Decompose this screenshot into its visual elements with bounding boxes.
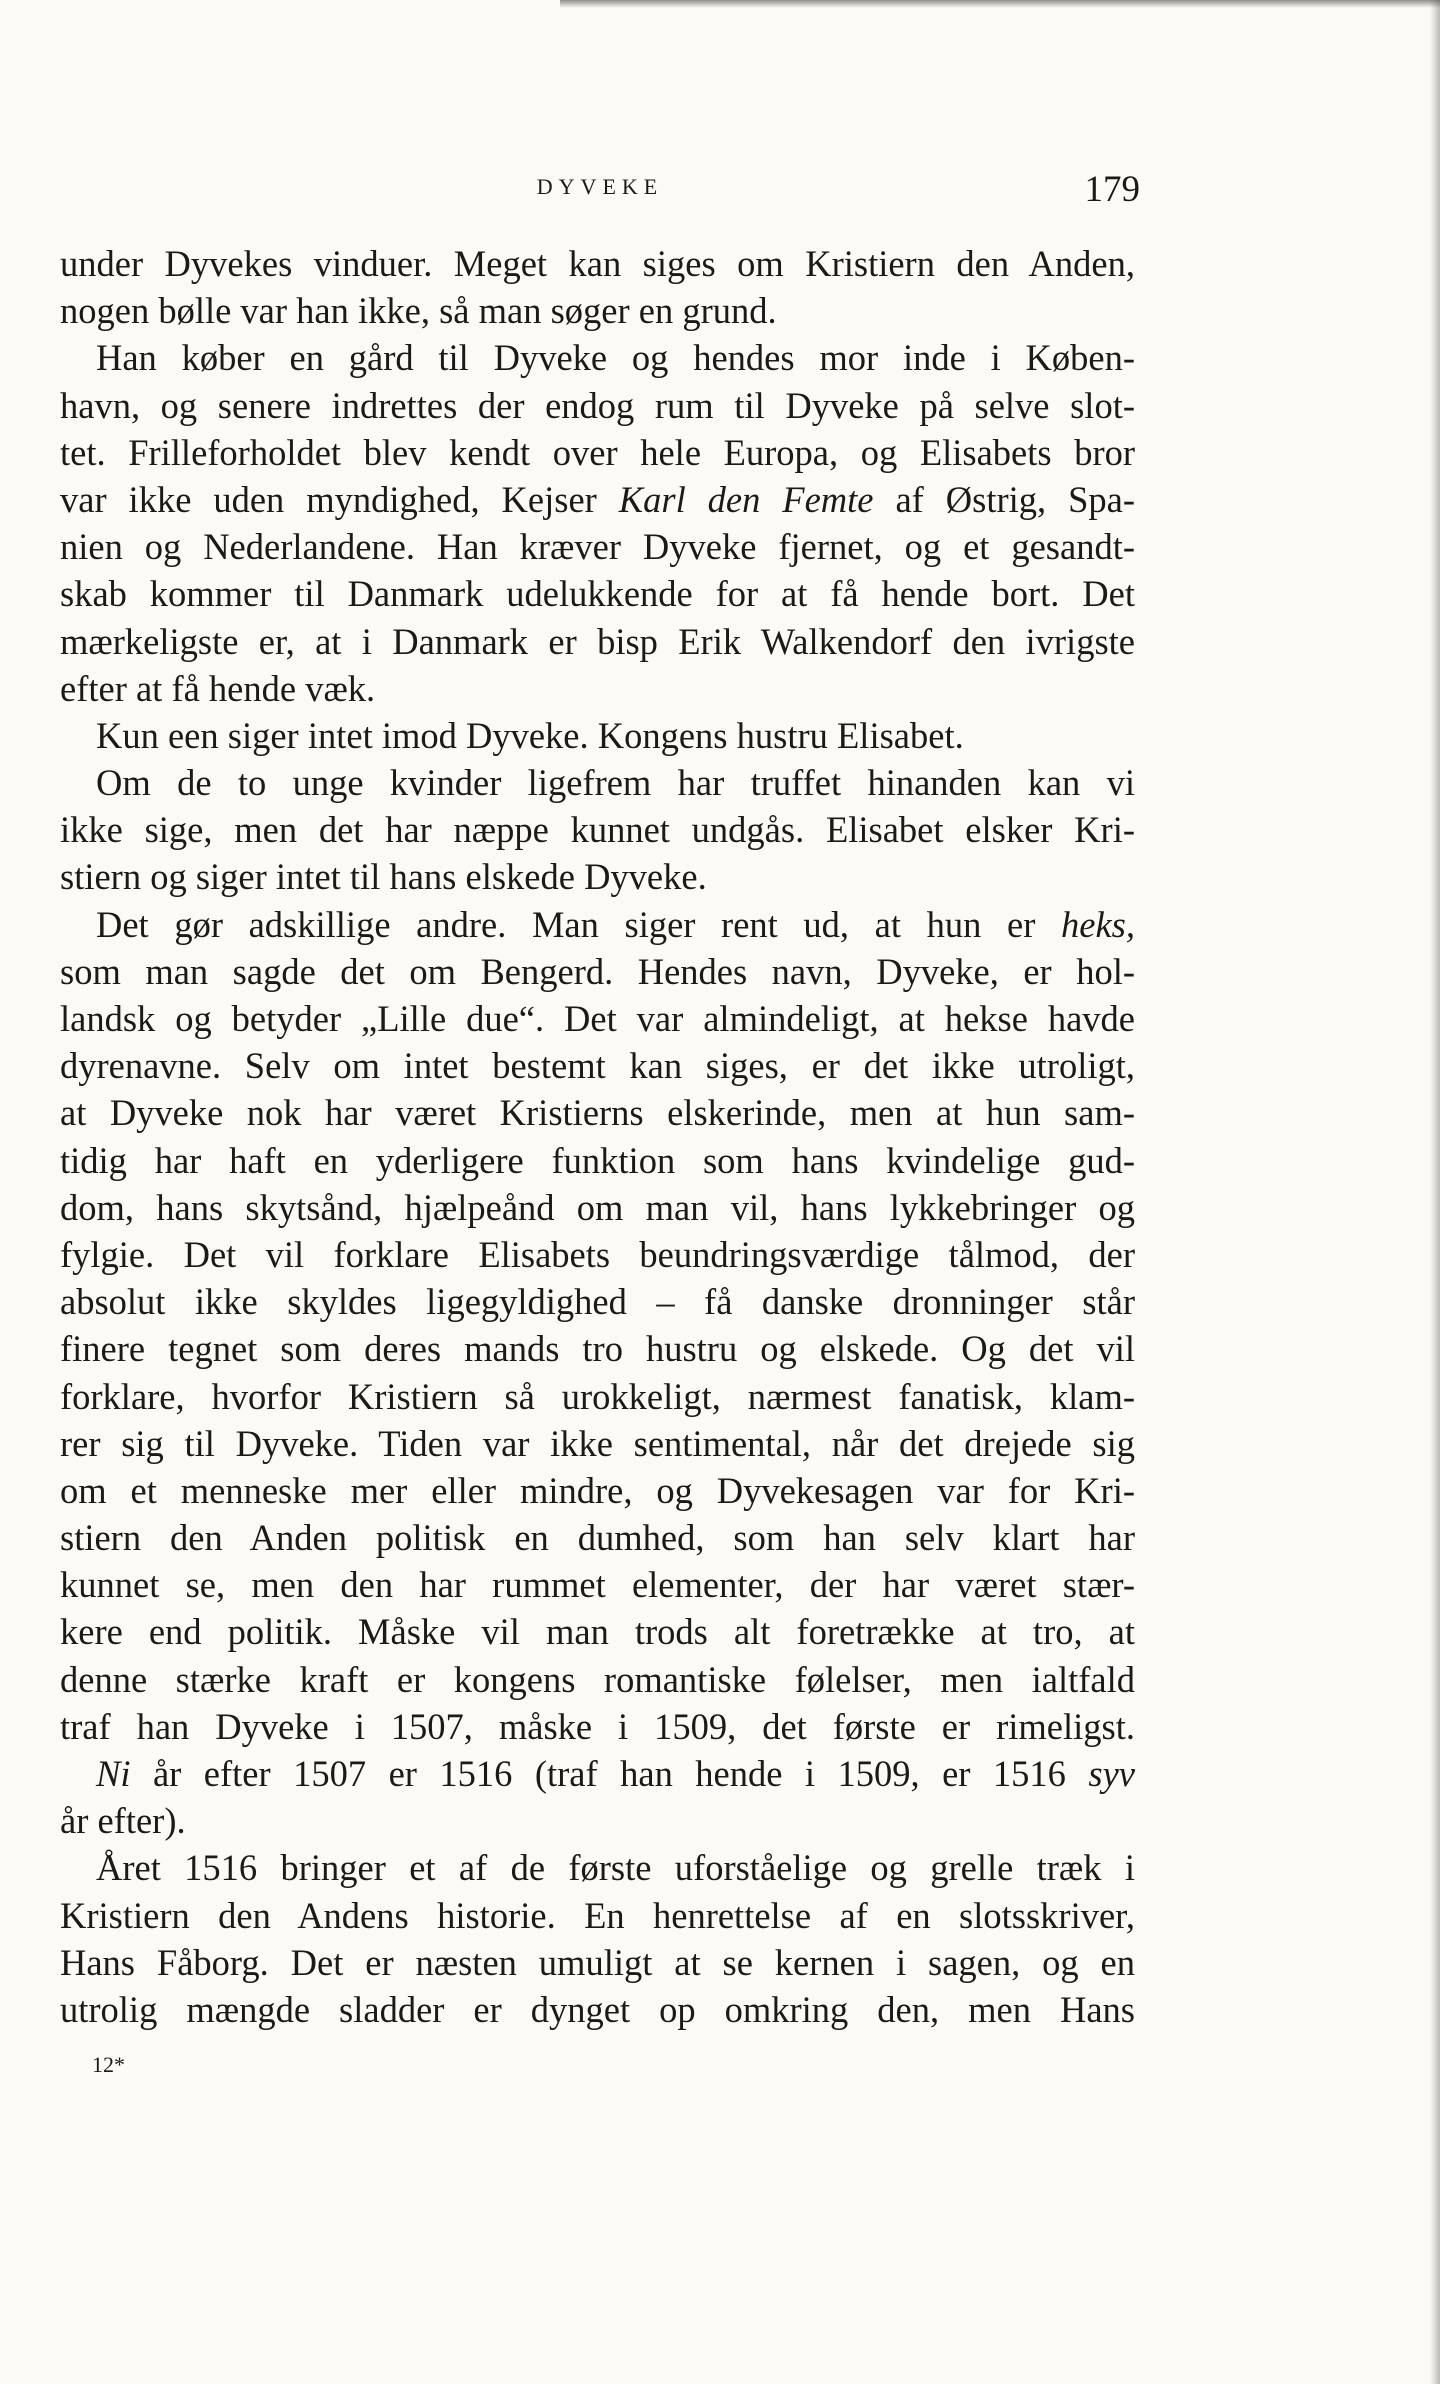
body-text bbox=[60, 240, 1135, 2033]
text-line: absolut ikke skyldes ligegyldighed – få danske dronninger står bbox=[60, 1281, 1135, 1323]
text-line: rer sig til Dyveke. Tiden var ikke sentimental, når det drejede sig bbox=[60, 1422, 1135, 1464]
text-line: kunnet se, men den har rummet elementer, der har været stær- bbox=[60, 1564, 1135, 1606]
text-line: som man sagde det om Bengerd. Hendes navn, Dyveke, er hol- bbox=[60, 950, 1135, 992]
running-head: DYVEKE bbox=[536, 174, 664, 199]
text-line: utrolig mængde sladder er dynget op omkring den, men Hans bbox=[60, 1988, 1135, 2030]
text-line: Han køber en gård til Dyveke og hendes mor inde i Køben- bbox=[96, 337, 1135, 379]
text-segment: Det gør adskillige andre. Man siger rent ud, at hun er bbox=[96, 903, 1062, 945]
text-line: Om de to unge kvinder ligefrem har truffet hinanden kan vi bbox=[96, 762, 1135, 804]
page-edge-shadow-top bbox=[560, 0, 1440, 8]
text-line: ikke sige, men det har næppe kunnet undgås. Elisabet elsker Kri- bbox=[60, 809, 1135, 851]
text-line: efter at få hende væk. bbox=[60, 667, 376, 709]
page-edge-shadow-right bbox=[1430, 0, 1440, 2384]
text-line: Hans Fåborg. Det er næsten umuligt at se kernen i sagen, og en bbox=[60, 1941, 1135, 1983]
text-line bbox=[60, 1750, 1135, 1797]
text-line: landsk og betyder „Lille due“. Det var almindeligt, at hekse havde bbox=[60, 998, 1135, 1039]
text-line: år efter). bbox=[60, 1800, 186, 1842]
text-line: om et menneske mer eller mindre, og Dyvekesagen var for Kri- bbox=[60, 1469, 1135, 1511]
text-line: havn, og senere indrettes der endog rum til Dyveke på selve slot- bbox=[60, 384, 1135, 426]
text-line: nien og Nederlandene. Han kræver Dyveke fjernet, og et gesandt- bbox=[60, 526, 1135, 568]
italic-text: Karl den Femte bbox=[618, 478, 874, 520]
text-line: forklare, hvorfor Kristiern så urokkeligt, nærmest fanatisk, klam- bbox=[60, 1375, 1135, 1417]
page-header bbox=[60, 168, 1140, 218]
text-line: denne stærke kraft er kongens romantiske følelser, men ialtfald bbox=[60, 1658, 1135, 1700]
text-line: skab kommer til Danmark udelukkende for at få hende bort. Det bbox=[60, 573, 1135, 615]
text-line: Kristiern den Andens historie. En henrettelse af en slotsskriver, bbox=[60, 1894, 1135, 1936]
text-line bbox=[60, 901, 1135, 948]
text-line: finere tegnet som deres mands tro hustru og elskede. Og det vil bbox=[60, 1328, 1135, 1370]
text-line: Kun een siger intet imod Dyveke. Kongens hustru Elisabet. bbox=[96, 714, 964, 756]
text-line bbox=[60, 476, 1135, 523]
text-segment: år efter 1507 er 1516 (traf han hende i 1509, er 1516 bbox=[130, 1753, 1089, 1794]
italic-text: syv bbox=[1088, 1753, 1135, 1794]
text-line: traf han Dyveke i 1507, måske i 1509, det første er rimeligst. bbox=[60, 1705, 1135, 1747]
text-line: dom, hans skytsånd, hjælpeånd om man vil, hans lykkebringer og bbox=[60, 1186, 1135, 1228]
italic-text: heks, bbox=[1061, 903, 1135, 945]
text-line: under Dyvekes vinduer. Meget kan siges om Kristiern den Anden, bbox=[60, 243, 1135, 284]
text-segment: var ikke uden myndighed, Kejser bbox=[60, 478, 619, 520]
text-line: mærkeligste er, at i Danmark er bisp Erik Walkendorf den ivrigste bbox=[60, 620, 1135, 662]
signature-mark: 12* bbox=[92, 2052, 125, 2077]
text-line: tet. Frilleforholdet blev kendt over hele Europa, og Elisabets bror bbox=[60, 431, 1135, 473]
text-line: stiern og siger intet til hans elskede Dyveke. bbox=[60, 856, 707, 898]
italic-text: Ni bbox=[96, 1753, 131, 1794]
text-line: dyrenavne. Selv om intet bestemt kan siges, er det ikke utroligt, bbox=[60, 1045, 1135, 1087]
text-segment: af Østrig, Spa- bbox=[873, 478, 1135, 520]
text-line: Året 1516 bringer et af de første uforståelige og grelle træk i bbox=[96, 1847, 1135, 1889]
text-line: fylgie. Det vil forklare Elisabets beundringsværdige tålmod, der bbox=[60, 1233, 1135, 1275]
text-line: at Dyveke nok har været Kristierns elskerinde, men at hun sam- bbox=[60, 1092, 1135, 1134]
text-line: nogen bølle var han ikke, så man søger en grund. bbox=[60, 290, 777, 332]
text-line: kere end politik. Måske vil man trods alt foretrække at tro, at bbox=[60, 1611, 1135, 1653]
text-line: tidig har haft en yderligere funktion som hans kvindelige gud- bbox=[60, 1139, 1135, 1181]
text-line: stiern den Anden politisk en dumhed, som han selv klart har bbox=[60, 1517, 1135, 1559]
page-number: 179 bbox=[1084, 169, 1140, 210]
